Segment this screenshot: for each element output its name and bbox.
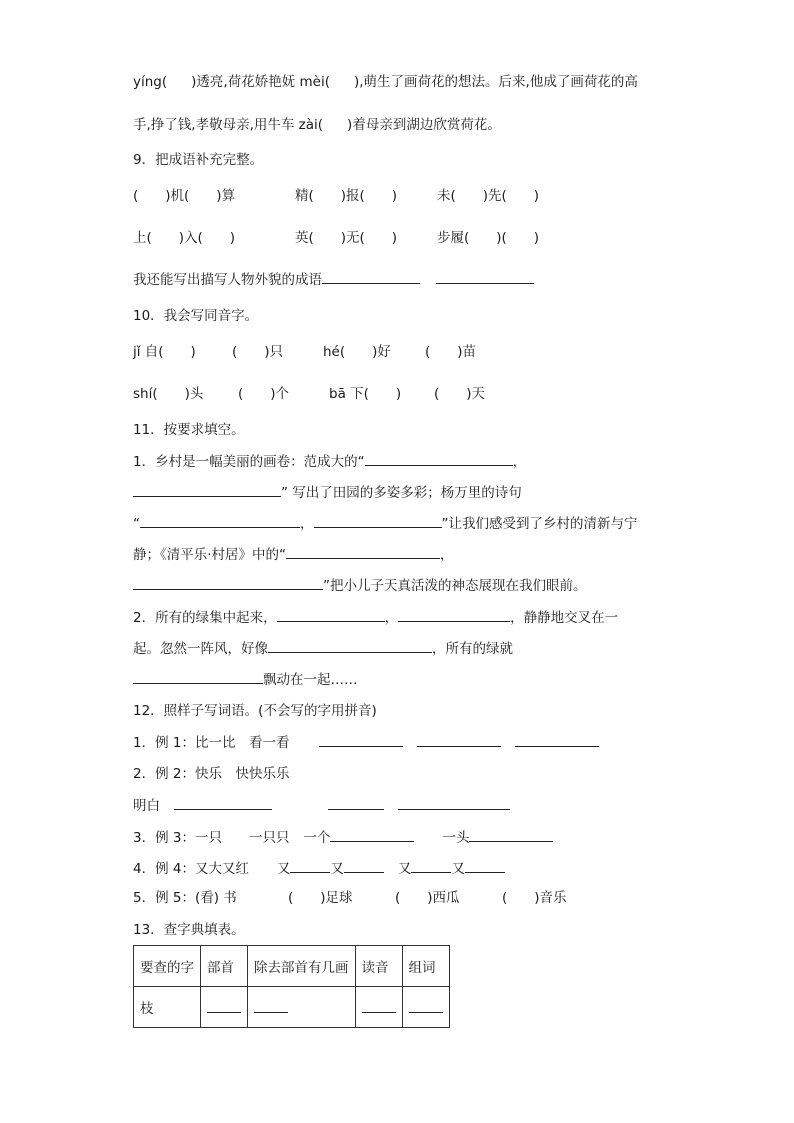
answer-blank[interactable] xyxy=(362,998,396,1013)
verb-blank[interactable]: ( )足球 xyxy=(288,890,353,906)
text: 1．例 1：比一比 看一看 xyxy=(133,735,290,751)
text: 又 xyxy=(397,861,412,877)
text: ” 写出了田园的多姿多彩；杨万里的诗句 xyxy=(281,485,522,501)
answer-blank[interactable] xyxy=(286,544,440,559)
text: ， xyxy=(300,516,314,532)
answer-blank[interactable] xyxy=(436,269,534,284)
text: 明白 xyxy=(133,798,160,814)
text: 静；《清平乐·村居》中的“ xyxy=(133,547,287,563)
idiom-blank[interactable]: 步履( )( ) xyxy=(437,230,540,246)
q12-example-4 xyxy=(133,858,505,879)
table-row xyxy=(134,987,450,1028)
table-header-cell: 部首 xyxy=(201,946,248,987)
idiom-blank[interactable]: 未( )先( ) xyxy=(437,188,540,204)
text: )着母亲到湖边欣赏荷花。 xyxy=(347,117,501,133)
text: 一个 xyxy=(303,830,331,846)
text: ),萌生了画荷花的想法。后来,他成了画荷花的高 xyxy=(353,74,638,90)
answer-blank[interactable] xyxy=(290,858,330,873)
q11-p1-line-4 xyxy=(133,544,454,565)
answer-blank[interactable] xyxy=(398,607,510,622)
homophone-blank[interactable]: ( )只 xyxy=(232,344,284,360)
answer-blank[interactable] xyxy=(277,607,385,622)
idiom-blank[interactable]: 精( )报( ) xyxy=(295,188,398,204)
idiom-blank[interactable]: 上( )入( ) xyxy=(133,230,236,246)
homophone-blank[interactable]: ( )个 xyxy=(238,386,290,402)
answer-blank[interactable] xyxy=(319,732,403,747)
q12-example-3 xyxy=(133,827,553,848)
q12-example-1 xyxy=(133,732,599,753)
q11-p1-line-1 xyxy=(133,451,526,472)
homophone-blank[interactable]: bā 下( ) xyxy=(329,386,402,402)
table-header-cell: 组词 xyxy=(402,946,449,987)
q11-heading: 11．按要求填空。 xyxy=(133,422,245,438)
answer-blank[interactable] xyxy=(411,858,451,873)
answer-blank[interactable] xyxy=(133,669,263,684)
dictionary-table xyxy=(133,945,450,1028)
text: ， xyxy=(384,610,399,626)
q12-example-2-answer xyxy=(133,795,510,816)
answer-blank[interactable] xyxy=(133,482,281,497)
verb-blank[interactable]: ( )音乐 xyxy=(502,890,567,906)
q11-p2-line-2 xyxy=(133,638,513,659)
table-header-cell: 读音 xyxy=(355,946,402,987)
q11-p1-line-5 xyxy=(133,575,587,596)
answer-blank[interactable] xyxy=(417,732,501,747)
q8-line-2 xyxy=(133,115,501,135)
text: ”把小儿子天真活泼的神态展现在我们眼前。 xyxy=(323,578,587,594)
text: ， xyxy=(440,547,454,563)
text: ，所有的绿就 xyxy=(432,641,513,657)
q12-example-5: 5．例 5：(看) 书 xyxy=(133,890,237,906)
text: 1．乡村是一幅美丽的画卷：范成大的“ xyxy=(133,454,365,470)
text: 飘动在一起…… xyxy=(263,672,358,688)
answer-blank[interactable] xyxy=(133,575,323,590)
answer-blank[interactable] xyxy=(207,998,241,1013)
homophone-blank[interactable]: jǐ 自( ) xyxy=(133,344,196,360)
text: 3．例 3：一只 一只只 xyxy=(133,830,290,846)
idiom-blank[interactable]: 英( )无( ) xyxy=(295,230,398,246)
idiom-blank[interactable]: ( )机( )算 xyxy=(133,188,236,204)
text: ， xyxy=(512,454,527,470)
answer-blank[interactable] xyxy=(314,513,442,528)
answer-blank[interactable] xyxy=(254,998,288,1013)
answer-blank[interactable] xyxy=(268,638,432,653)
q11-p1-line-2 xyxy=(133,482,522,503)
q9-extra-line xyxy=(133,269,534,290)
answer-blank[interactable] xyxy=(328,795,384,810)
answer-blank[interactable] xyxy=(409,998,443,1013)
text: 起。忽然一阵风，好像 xyxy=(133,641,268,657)
q10-heading: 10．我会写同音字。 xyxy=(133,308,259,324)
text: 又 xyxy=(451,861,465,877)
q8-line-1 xyxy=(133,72,638,92)
answer-blank[interactable] xyxy=(365,451,513,466)
answer-blank[interactable] xyxy=(330,827,414,842)
answer-blank[interactable] xyxy=(140,513,300,528)
text: )透亮,荷花娇艳妩 mèi( xyxy=(191,74,330,90)
table-cell-strokes[interactable] xyxy=(248,987,356,1028)
q11-p1-line-3 xyxy=(133,513,638,534)
text: 一头 xyxy=(442,830,470,846)
q9-heading: 9．把成语补充完整。 xyxy=(133,152,264,168)
answer-blank[interactable] xyxy=(398,795,510,810)
table-cell-pinyin[interactable] xyxy=(355,987,402,1028)
q11-p2-line-3 xyxy=(133,669,358,690)
text: 又 xyxy=(276,861,291,877)
text: 手,挣了钱,孝敬母亲,用牛车 zài( xyxy=(133,117,324,133)
answer-blank[interactable] xyxy=(344,858,384,873)
text: 2．所有的绿集中起来， xyxy=(133,610,277,626)
answer-blank[interactable] xyxy=(174,795,272,810)
text: 4．例 4：又大又红 xyxy=(133,861,249,877)
q13-heading: 13．查字典填表。 xyxy=(133,922,245,938)
table-header-cell: 除去部首有几画 xyxy=(248,946,356,987)
homophone-blank[interactable]: ( )天 xyxy=(434,386,486,402)
answer-blank[interactable] xyxy=(469,827,553,842)
q11-p2-line-1 xyxy=(133,607,618,628)
table-cell-radical[interactable] xyxy=(201,987,248,1028)
text: 又 xyxy=(330,861,344,877)
verb-blank[interactable]: ( )西瓜 xyxy=(395,890,460,906)
text: ，静静地交叉在一 xyxy=(510,610,619,626)
q12-heading: 12．照样子写词语。(不会写的字用拼音) xyxy=(133,703,377,719)
q12-example-2: 2．例 2：快乐 快快乐乐 xyxy=(133,766,290,782)
table-cell-char: 枝 xyxy=(134,987,201,1028)
answer-blank[interactable] xyxy=(322,269,420,284)
table-cell-word[interactable] xyxy=(402,987,449,1028)
text: yíng( xyxy=(133,74,168,90)
text: 我还能写出描写人物外貌的成语 xyxy=(133,272,322,288)
text: ”让我们感受到了乡村的清新与宁 xyxy=(441,516,638,532)
table-header-row xyxy=(134,946,450,987)
answer-blank[interactable] xyxy=(465,858,505,873)
answer-blank[interactable] xyxy=(515,732,599,747)
homophone-blank[interactable]: ( )苗 xyxy=(425,344,477,360)
homophone-blank[interactable]: shí( )头 xyxy=(133,386,204,402)
table-header-cell: 要查的字 xyxy=(134,946,201,987)
text: “ xyxy=(133,516,140,532)
homophone-blank[interactable]: hé( )好 xyxy=(323,344,391,360)
